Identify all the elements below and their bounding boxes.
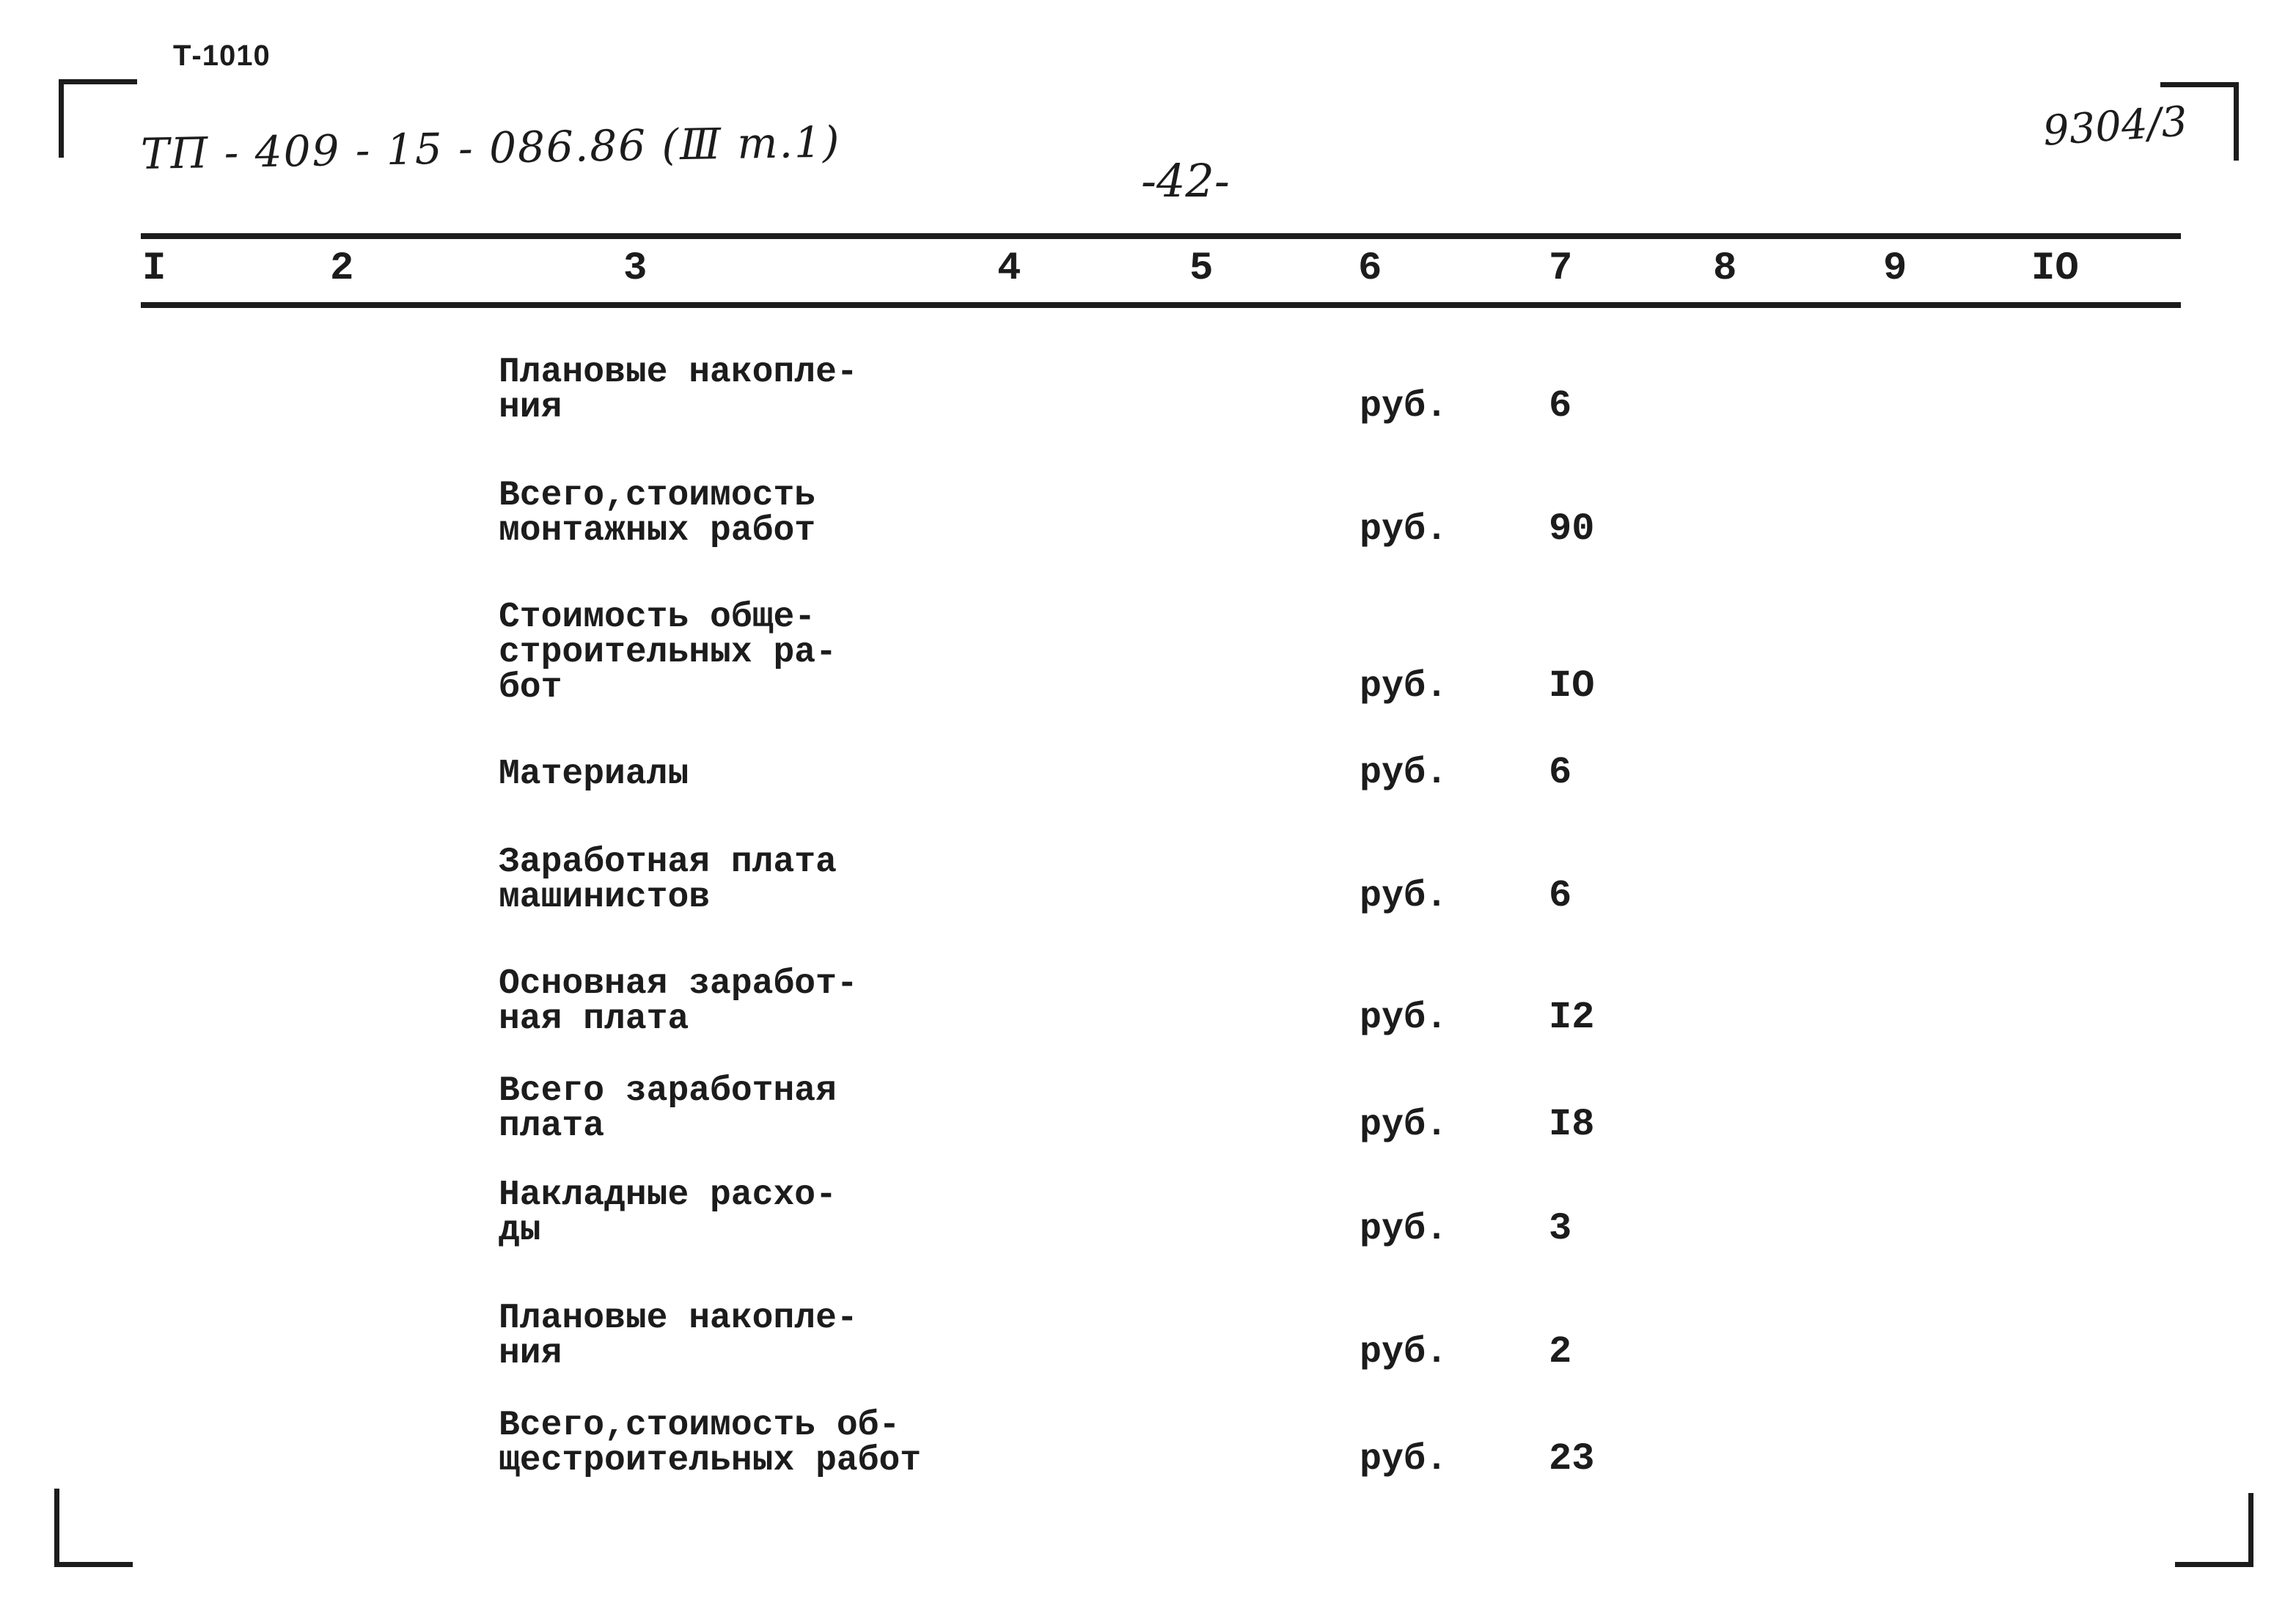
row-unit: руб. (1360, 876, 1448, 917)
column-number: 2 (330, 246, 354, 291)
column-number: I (142, 246, 166, 291)
row-unit: руб. (1360, 1332, 1448, 1373)
row-label: Всего,стоимость монтажных работ (499, 476, 816, 551)
project-code: ТП - 409 - 15 - 086.86 (Ⅲ т.1) (140, 117, 841, 179)
row-unit: руб. (1360, 1104, 1448, 1146)
archive-number: 9304/3 (2041, 98, 2190, 155)
row-value: 6 (1549, 751, 1572, 794)
row-value: I8 (1549, 1103, 1595, 1146)
row-label: Основная заработ- ная плата (499, 964, 858, 1039)
row-unit: руб. (1360, 666, 1448, 708)
row-unit: руб. (1360, 752, 1448, 794)
row-label: Накладные расхо- ды (499, 1175, 837, 1250)
row-unit: руб. (1360, 997, 1448, 1039)
column-number: IO (2031, 246, 2079, 291)
row-value: IO (1549, 664, 1595, 708)
row-unit: руб. (1360, 1439, 1448, 1481)
column-number: 9 (1883, 246, 1907, 291)
row-label: Плановые накопле- ния (499, 353, 858, 428)
corner-bracket-bottom-right (2175, 1493, 2253, 1567)
column-number: 7 (1549, 246, 1573, 291)
row-value: 3 (1549, 1207, 1572, 1250)
row-unit: руб. (1360, 1208, 1448, 1250)
row-label: Плановые накопле- ния (499, 1299, 858, 1373)
row-value: 23 (1549, 1437, 1595, 1481)
column-number: 8 (1713, 246, 1737, 291)
column-number: 4 (997, 246, 1022, 291)
column-number: 3 (623, 246, 648, 291)
column-number: 5 (1189, 246, 1214, 291)
column-number: 6 (1358, 246, 1382, 291)
row-label: Материалы (499, 755, 689, 794)
row-value: 6 (1549, 384, 1572, 428)
document-code: Т-1010 (173, 40, 271, 72)
row-unit: руб. (1360, 509, 1448, 551)
row-label: Стоимость обще- строительных ра- бот (499, 598, 837, 708)
row-label: Всего,стоимость об- щестроительных работ (499, 1406, 922, 1481)
row-label: Заработная плата машинистов (499, 843, 837, 917)
row-value: 6 (1549, 874, 1572, 917)
row-value: 90 (1549, 507, 1595, 551)
corner-bracket-bottom-left (54, 1489, 133, 1567)
row-value: 2 (1549, 1330, 1572, 1373)
page-number: -42- (1141, 154, 1230, 208)
row-label: Всего заработная плата (499, 1071, 837, 1146)
row-value: I2 (1549, 996, 1595, 1039)
row-unit: руб. (1360, 386, 1448, 428)
